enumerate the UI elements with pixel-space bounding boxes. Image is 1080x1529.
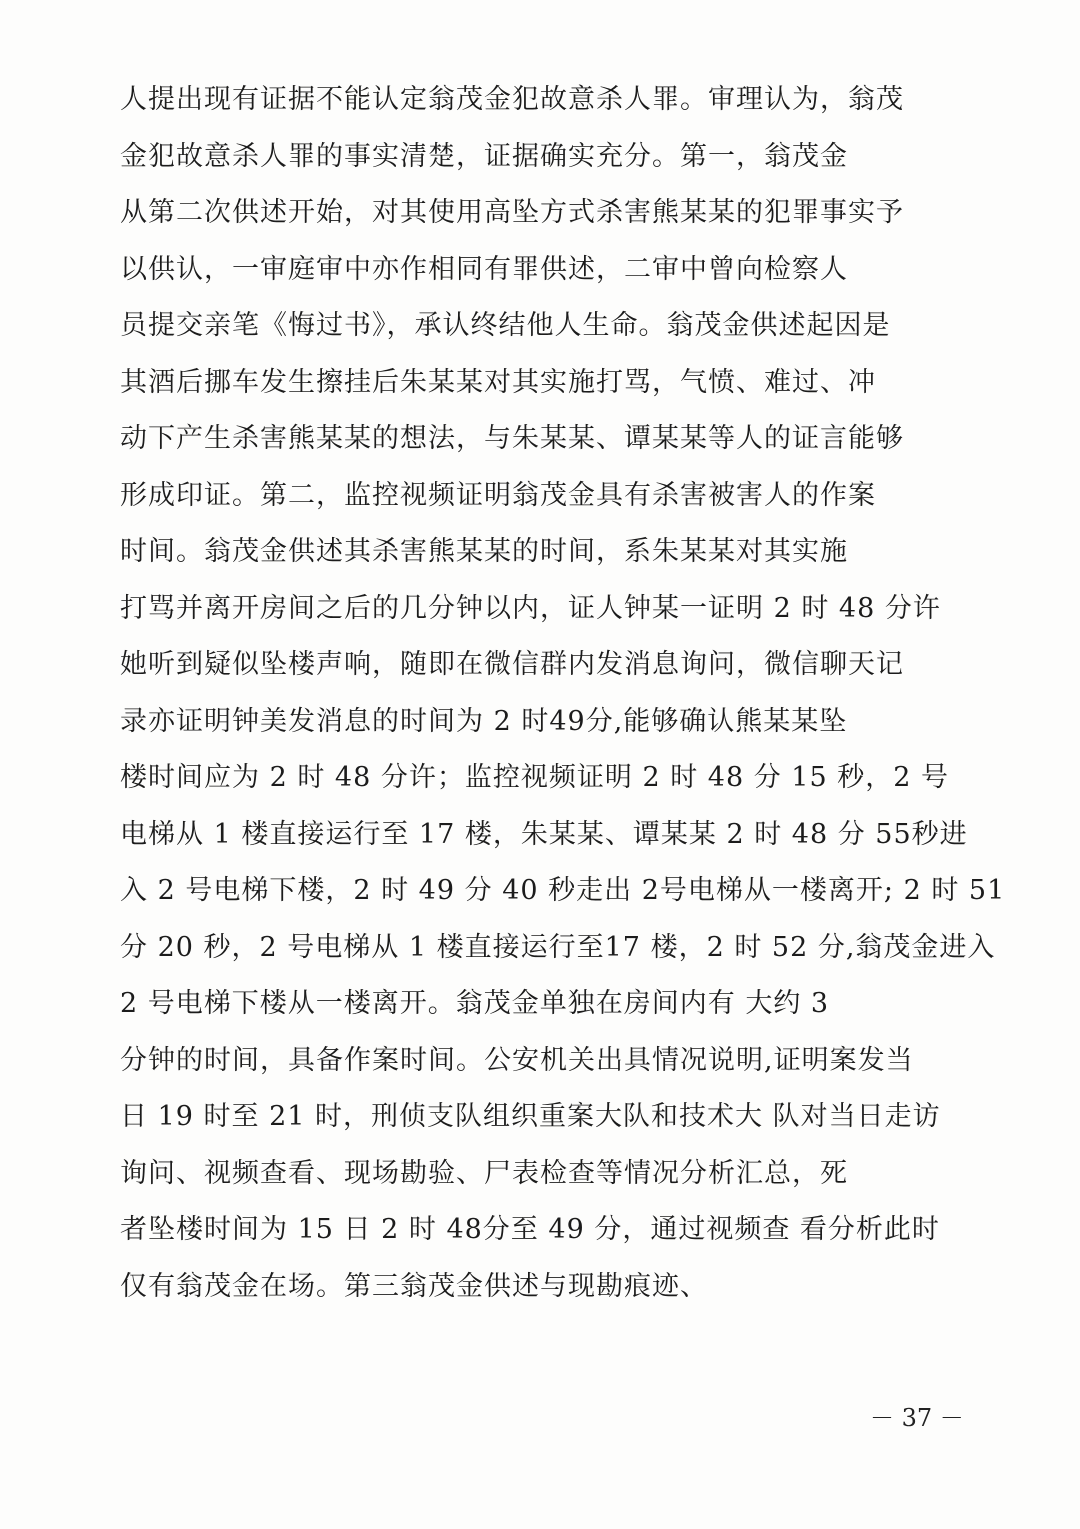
text-line: 她听到疑似坠楼声响，随即在微信群内发消息询问，微信聊天记 — [120, 649, 904, 680]
text-line: 仅有翁茂金在场。第三翁茂金供述与现勘痕迹、 — [120, 1270, 708, 1302]
text-line: 时间。翁茂金供述其杀害熊某某的时间，系朱某某对其实施 — [120, 536, 848, 567]
text-line: 楼时间应为 2 时 48 分许；监控视频证明 2 时 48 分 15 秒，2 号 — [120, 762, 950, 793]
text-line: 员提交亲笔《悔过书》，承认终结他人生命。翁茂金供述起因是 — [120, 310, 891, 341]
text-line: 日 19 时至 21 时，刑侦支队组织重案大队和技术大 队对当日走访 — [120, 1101, 941, 1132]
text-line: 2 号电梯下楼从一楼离开。翁茂金单独在房间内有 大约 3 — [120, 988, 830, 1019]
text-line: 者坠楼时间为 15 日 2 时 48分至 49 分，通过视频查 看分析此时 — [120, 1214, 940, 1245]
text-line: 入 2 号电梯下楼，2 时 49 分 40 秒走出 2号电梯从一楼离开; 2 时 51 — [120, 875, 1006, 906]
text-line: 询问、视频查看、现场勘验、尸表检查等情况分析汇总，死 — [120, 1157, 848, 1189]
text-line: 其酒后挪车发生擦挂后朱某某对其实施打骂，气愤、难过、冲 — [120, 366, 876, 398]
text-line: 金犯故意杀人罪的事实清楚，证据确实充分。第一，翁茂金 — [120, 140, 848, 172]
text-line: 打骂并离开房间之后的几分钟以内，证人钟某一证明 2 时 48 分许 — [120, 592, 941, 624]
text-line: 从第二次供述开始，对其使用高坠方式杀害熊某某的犯罪事实予 — [120, 197, 904, 228]
text-line: 分钟的时间，具备作案时间。公安机关出具情况说明,证明案发当 — [120, 1044, 914, 1076]
text-line: 以供认，一审庭审中亦作相同有罪供述，二审中曾向检察人 — [120, 253, 848, 285]
text-line: 分 20 秒，2 号电梯从 1 楼直接运行至17 楼，2 时 52 分,翁茂金进入 — [120, 931, 996, 963]
text-line: 录亦证明钟美发消息的时间为 2 时49分,能够确认熊某某坠 — [120, 705, 848, 737]
text-line: 人提出现有证据不能认定翁茂金犯故意杀人罪。审理认为，翁茂 — [120, 84, 904, 115]
text-line: 电梯从 1 楼直接运行至 17 楼，朱某某、谭某某 2 时 48 分 55秒进 — [120, 818, 968, 850]
text-line: 形成印证。第二，监控视频证明翁茂金具有杀害被害人的作案 — [120, 479, 876, 511]
page-number: － 37 － — [870, 1404, 964, 1432]
document-body — [120, 72, 1006, 1315]
text-line: 动下产生杀害熊某某的想法，与朱某某、谭某某等人的证言能够 — [120, 423, 904, 454]
